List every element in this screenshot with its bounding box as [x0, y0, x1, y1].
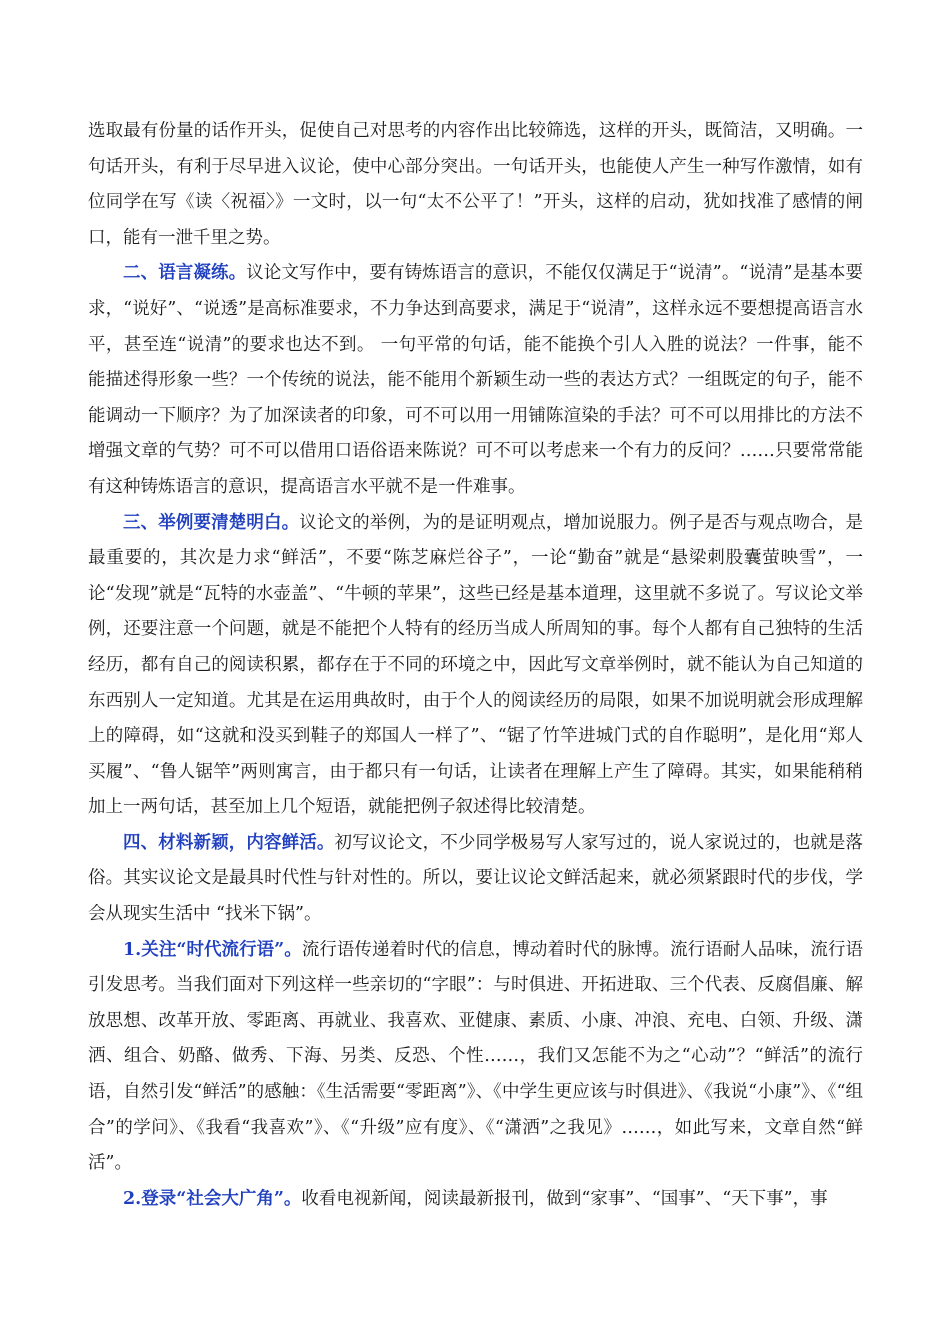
paragraph-text: 议论文的举例，为的是证明观点，增加说服力。例子是否与观点吻合，是最重要的，其次是力求“鲜活”，不要“陈芝麻烂谷子”，一论“勤奋”就是“悬梁刺股囊萤映雪”，一论“发现”就是“瓦特的水壶盖”、“牛顿的苹果”，这些已经是基本道理，这里就不多说了。写议论文举例，还要注意一个问题，就是不能把个人特有的经历当成人所周知的事。每个人都有自己独特的生活经历，都有自己的阅读积累，都存在于不同的环境之中，因此写文章举例时，就不能认为自己知道的东西别人一定知道。尤其是在运用典故时，由于个人的阅读经历的局限，如果不加说明就会形成理解上的障碍，如“这就和没买到鞋子的郑国人一样了”、“锯了竹竿进城门式的自作聪明”，是化用“郑人买履”、“鲁人锯竿”两则寓言，由于都只有一句话，让读者在理解上产生了障碍。其实，如果能稍稍加上一两句话，甚至加上几个短语，就能把例子叙述得比较清楚。	[88, 512, 863, 818]
paragraph-popular-phrases	[88, 933, 863, 1182]
section-heading: 二、语言凝练。	[123, 263, 247, 284]
subsection-heading: 1.关注“时代流行语”。	[123, 939, 302, 960]
paragraph-fresh-material	[88, 826, 863, 933]
paragraph-text: 议论文写作中，要有铸炼语言的意识，不能仅仅满足于“说清”。“说清”是基本要求，“说好”、“说透”是高标准要求，不力争达到高要求，满足于“说清”，这样永远不要想提高语言水平，甚至连“说清”的要求也达不到。 一句平常的句话，能不能换个引人入胜的说法？一件事，能不能描述得形象一些？一个传统的说法，能不能用个新颖生动一些的表达方式？一组既定的句子，能不能调动一下顺序？为了加深读者的印象，可不可以用一用铺陈渲染的手法？可不可以用排比的方法不增强文章的气势？可不可以借用口语俗语来陈说？可不可以考虑来一个有力的反问？……只要常常能有这种铸炼语言的意识，提高语言水平就不是一件难事。	[88, 263, 863, 497]
document-body	[88, 114, 863, 1217]
paragraph-text: 流行语传递着时代的信息，博动着时代的脉博。流行语耐人品味，流行语引发思考。当我们面对下列这样一些亲切的“字眼”：与时俱进、开拓进取、三个代表、反腐倡廉、解放思想、改革开放、零距离、再就业、我喜欢、亚健康、素质、小康、冲浪、充电、白领、升级、潇洒、组合、奶酪、做秀、下海、另类、反恐、个性……，我们又怎能不为之“心动”？“鲜活”的流行语，自然引发“鲜活”的感触：《生活需要“零距离”》、《中学生更应该与时俱进》、《我说“小康”》、《“组合”的学问》、《我看“我喜欢”》、《“升级”应有度》、《“潇洒”之我见》……，如此写来，文章自然“鲜活”。	[88, 939, 864, 1174]
subsection-heading: 2.登录“社会大广角”。	[123, 1188, 302, 1209]
paragraph-language-refinement	[88, 256, 863, 505]
section-heading: 三、举例要清楚明白。	[123, 512, 300, 533]
paragraph-text: 选取最有份量的话作开头，促使自己对思考的内容作出比较筛选，这样的开头，既简洁，又明确。一句话开头，有利于尽早进入议论，使中心部分突出。一句话开头，也能使人产生一种写作激情，如有位同学在写《读〈祝福〉》一文时，以一句“太不公平了！”开头，这样的启动，犹如找准了感情的闸口，能有一泄千里之势。	[88, 121, 863, 248]
paragraph-clear-examples	[88, 506, 863, 826]
paragraph-text: 收看电视新闻，阅读最新报刊，做到“家事”、“国事”、“天下事”，事	[301, 1188, 828, 1209]
paragraph-text: 初写议论文，不少同学极易写人家写过的，说人家说过的，也就是落俗。其实议论文是最具时代性与针对性的。所以，要让议论文鲜活起来，就必须紧跟时代的步伐，学会从现实生活中 “找米下锅”。	[88, 832, 864, 925]
section-heading: 四、材料新颖，内容鲜活。	[123, 832, 335, 853]
paragraph-opening-continuation	[88, 114, 863, 256]
paragraph-social-perspective	[88, 1182, 863, 1218]
